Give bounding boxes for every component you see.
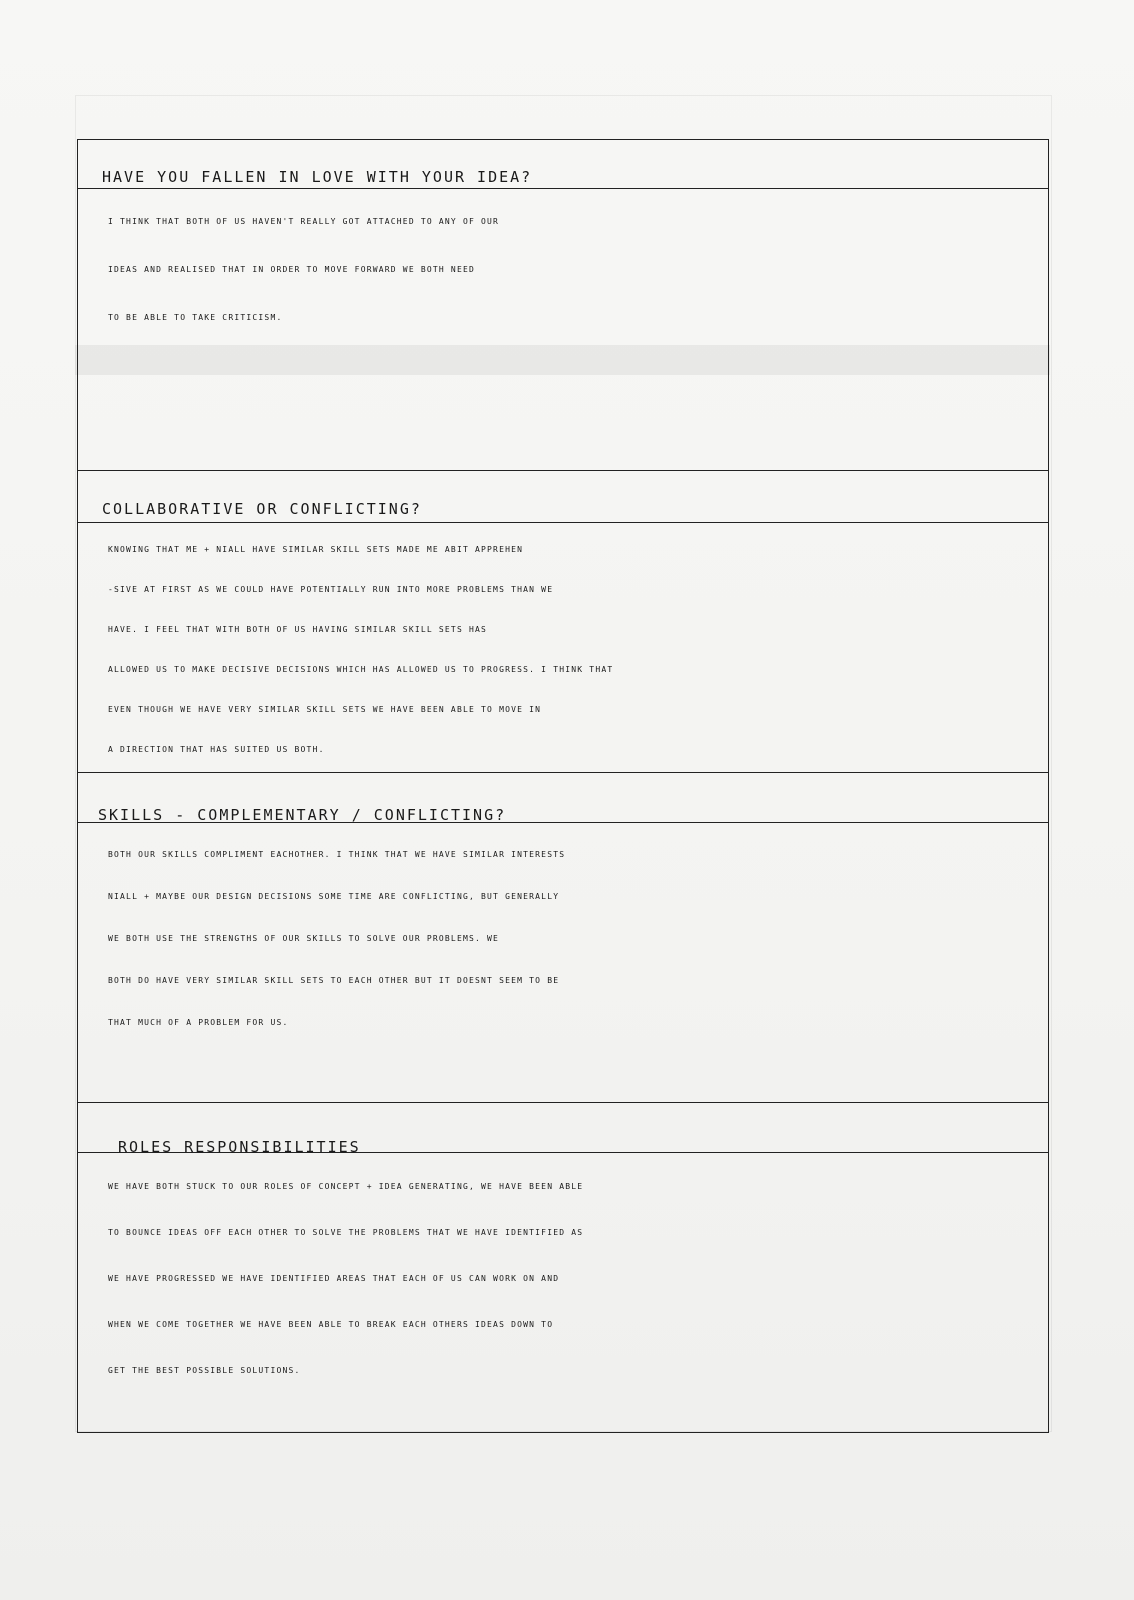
answer-line: ALLOWED US TO MAKE DECISIVE DECISIONS WHICH HAS ALLOWED US TO PROGRESS. I THINK THAT: [108, 665, 614, 674]
answer-line: KNOWING THAT ME + NIALL HAVE SIMILAR SKILL SETS MADE ME ABIT APPREHEN: [108, 545, 524, 554]
answer-line: NIALL + MAYBE OUR DESIGN DECISIONS SOME TIME ARE CONFLICTING, BUT GENERALLY: [108, 892, 560, 901]
answer-line: THAT MUCH OF A PROBLEM FOR US.: [108, 1018, 289, 1027]
answer-line: GET THE BEST POSSIBLE SOLUTIONS.: [108, 1366, 301, 1375]
question-heading: SKILLS - COMPLEMENTARY / CONFLICTING?: [98, 806, 507, 824]
answer-line: I THINK THAT BOTH OF US HAVEN'T REALLY GOT ATTACHED TO ANY OF OUR: [108, 217, 500, 226]
answer-line: WE HAVE BOTH STUCK TO OUR ROLES OF CONCEPT + IDEA GENERATING, WE HAVE BEEN ABLE: [108, 1182, 584, 1191]
reflection-form: [77, 139, 1049, 1433]
answer-line: TO BE ABLE TO TAKE CRITICISM.: [108, 313, 283, 322]
answer-text: [108, 530, 1028, 770]
section-collaborative: [78, 470, 1048, 772]
answer-text: [108, 834, 1028, 1044]
question-heading: HAVE YOU FALLEN IN LOVE WITH YOUR IDEA?: [102, 168, 533, 186]
question-heading: ROLES RESPONSIBILITIES: [118, 1138, 361, 1156]
answer-line: HAVE. I FEEL THAT WITH BOTH OF US HAVING SIMILAR SKILL SETS HAS: [108, 625, 488, 634]
section-roles: [78, 1102, 1048, 1434]
answer-line: WHEN WE COME TOGETHER WE HAVE BEEN ABLE TO BREAK EACH OTHERS IDEAS DOWN TO: [108, 1320, 554, 1329]
answer-line: WE HAVE PROGRESSED WE HAVE IDENTIFIED AREAS THAT EACH OF US CAN WORK ON AND: [108, 1274, 560, 1283]
answer-line: BOTH DO HAVE VERY SIMILAR SKILL SETS TO EACH OTHER BUT IT DOESNT SEEM TO BE: [108, 976, 560, 985]
answer-line: A DIRECTION THAT HAS SUITED US BOTH.: [108, 745, 325, 754]
question-heading: COLLABORATIVE OR CONFLICTING?: [102, 500, 422, 518]
answer-line: BOTH OUR SKILLS COMPLIMENT EACHOTHER. I THINK THAT WE HAVE SIMILAR INTERESTS: [108, 850, 566, 859]
heading-rule: [78, 522, 1048, 523]
answer-line: EVEN THOUGH WE HAVE VERY SIMILAR SKILL SETS WE HAVE BEEN ABLE TO MOVE IN: [108, 705, 542, 714]
answer-text: [108, 1164, 1028, 1394]
heading-rule: [78, 822, 1048, 823]
answer-line: WE BOTH USE THE STRENGTHS OF OUR SKILLS TO SOLVE OUR PROBLEMS. WE: [108, 934, 500, 943]
section-skills: [78, 772, 1048, 1102]
answer-line: IDEAS AND REALISED THAT IN ORDER TO MOVE FORWARD WE BOTH NEED: [108, 265, 476, 274]
answer-line: -SIVE AT FIRST AS WE COULD HAVE POTENTIALLY RUN INTO MORE PROBLEMS THAN WE: [108, 585, 554, 594]
heading-rule: [78, 1152, 1048, 1153]
answer-line: TO BOUNCE IDEAS OFF EACH OTHER TO SOLVE THE PROBLEMS THAT WE HAVE IDENTIFIED AS: [108, 1228, 584, 1237]
heading-rule: [78, 188, 1048, 189]
answer-text: [108, 198, 1028, 342]
section-falling-in-love: [78, 140, 1048, 470]
